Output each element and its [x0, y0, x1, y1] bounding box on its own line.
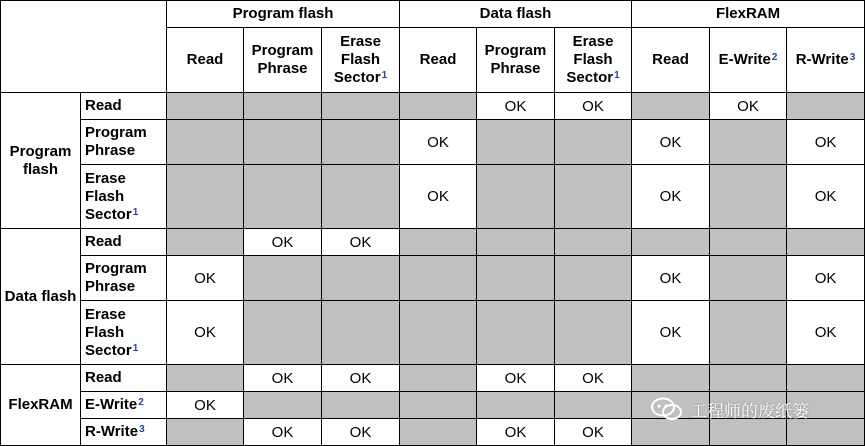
cell-disallowed [710, 165, 787, 229]
footnote-3: 3 [849, 52, 856, 63]
cell-disallowed [555, 301, 632, 365]
cell-ok: OK [710, 93, 787, 120]
col-header-pf-read: Read [167, 28, 244, 93]
col-header-fr-read: Read [632, 28, 710, 93]
cell-disallowed [555, 120, 632, 165]
cell-ok: OK [787, 256, 865, 301]
wechat-icon [650, 397, 684, 421]
cell-disallowed [710, 419, 787, 446]
cell-disallowed [400, 301, 477, 365]
cell-disallowed [555, 392, 632, 419]
cell-ok: OK [477, 419, 555, 446]
cell-disallowed [400, 93, 477, 120]
cell-ok: OK [632, 165, 710, 229]
cell-disallowed [477, 229, 555, 256]
row-group-flexram: FlexRAM [1, 365, 81, 446]
row-header-fr-rwrite-label: R-Write [85, 423, 139, 440]
cell-ok: OK [167, 256, 244, 301]
cell-disallowed [632, 365, 710, 392]
cell-disallowed [400, 256, 477, 301]
header-program-flash: Program flash [167, 1, 400, 28]
cell-ok: OK [400, 120, 477, 165]
row-header-fr-read: Read [81, 365, 167, 392]
col-header-df-erase [555, 28, 632, 93]
cell-disallowed [167, 93, 244, 120]
cell-disallowed [710, 229, 787, 256]
cell-ok: OK [244, 229, 322, 256]
footnote-1: 1 [132, 342, 139, 354]
cell-disallowed [322, 256, 400, 301]
footnote-2: 2 [771, 52, 778, 63]
cell-ok: OK [477, 93, 555, 120]
watermark [650, 396, 809, 422]
col-header-fr-ewrite-label: E-Write [718, 51, 771, 68]
cell-disallowed [477, 256, 555, 301]
cell-ok: OK [787, 301, 865, 365]
cell-ok: OK [167, 301, 244, 365]
cell-ok: OK [244, 365, 322, 392]
cell-disallowed [710, 120, 787, 165]
row-header-pf-erase [81, 165, 167, 229]
cell-disallowed [787, 365, 865, 392]
row-header-df-erase [81, 301, 167, 365]
row-header-fr-ewrite [81, 392, 167, 419]
cell-disallowed [244, 301, 322, 365]
footnote-3: 3 [139, 424, 145, 435]
header-flexram: FlexRAM [632, 1, 865, 28]
cell-ok: OK [555, 419, 632, 446]
cell-disallowed [322, 120, 400, 165]
col-header-df-erase-label: Erase Flash Sector [566, 33, 614, 86]
row-header-fr-ewrite-label: E-Write [85, 396, 138, 413]
cell-disallowed [322, 93, 400, 120]
cell-ok: OK [632, 301, 710, 365]
cell-disallowed [322, 301, 400, 365]
row-header-pf-erase-label: Erase Flash Sector [85, 169, 132, 223]
col-header-fr-rwrite [787, 28, 865, 93]
cell-ok: OK [322, 419, 400, 446]
cell-disallowed [787, 229, 865, 256]
cell-disallowed [244, 392, 322, 419]
cell-disallowed [477, 120, 555, 165]
cell-disallowed [167, 229, 244, 256]
footnote-1: 1 [614, 70, 620, 81]
cell-ok: OK [322, 229, 400, 256]
cell-disallowed [244, 93, 322, 120]
cell-disallowed [477, 301, 555, 365]
cell-ok: OK [632, 256, 710, 301]
cell-disallowed [710, 365, 787, 392]
cell-disallowed [167, 165, 244, 229]
cell-disallowed [632, 93, 710, 120]
cell-disallowed [244, 165, 322, 229]
cell-disallowed [555, 256, 632, 301]
col-header-df-program-label: Program Phrase [484, 42, 547, 77]
cell-ok: OK [555, 93, 632, 120]
row-header-df-read: Read [81, 229, 167, 256]
row-group-program-flash: Program flash [1, 93, 81, 229]
header-data-flash: Data flash [400, 1, 632, 28]
cell-ok: OK [555, 365, 632, 392]
col-header-pf-erase [322, 28, 400, 93]
cell-disallowed [710, 301, 787, 365]
cell-disallowed [555, 229, 632, 256]
row-header-fr-rwrite [81, 419, 167, 446]
cell-disallowed [167, 419, 244, 446]
cell-ok: OK [322, 365, 400, 392]
row-header-df-erase-label: Erase Flash Sector [85, 305, 132, 359]
cell-disallowed [632, 419, 710, 446]
row-header-df-program: Program Phrase [81, 256, 167, 301]
cell-disallowed [710, 256, 787, 301]
col-header-fr-ewrite [710, 28, 787, 93]
cell-ok: OK [167, 392, 244, 419]
col-header-pf-erase-label: Erase Flash Sector [333, 33, 381, 86]
cell-ok: OK [400, 165, 477, 229]
col-header-df-read: Read [400, 28, 477, 93]
footnote-1: 1 [132, 206, 139, 218]
watermark-text: 工程师的废纸篓 [690, 401, 809, 421]
cell-disallowed [322, 392, 400, 419]
col-header-pf-program [244, 28, 322, 93]
cell-disallowed [322, 165, 400, 229]
cell-disallowed [400, 229, 477, 256]
cell-ok: OK [787, 165, 865, 229]
cell-ok: OK [477, 365, 555, 392]
cell-disallowed [167, 120, 244, 165]
cell-disallowed [787, 93, 865, 120]
cell-disallowed [400, 365, 477, 392]
cell-disallowed [477, 392, 555, 419]
corner-cell [1, 1, 167, 93]
cell-disallowed [555, 165, 632, 229]
footnote-1: 1 [381, 70, 388, 81]
row-group-data-flash: Data flash [1, 229, 81, 365]
col-header-pf-program-label: Program Phrase [251, 42, 314, 77]
cell-disallowed [400, 392, 477, 419]
cell-disallowed [787, 419, 865, 446]
row-header-pf-program: Program Phrase [81, 120, 167, 165]
cell-disallowed [167, 365, 244, 392]
col-header-fr-rwrite-label: R-Write [795, 51, 849, 68]
row-header-pf-read: Read [81, 93, 167, 120]
cell-disallowed [632, 229, 710, 256]
cell-disallowed [244, 256, 322, 301]
cell-disallowed [400, 419, 477, 446]
cell-disallowed [244, 120, 322, 165]
col-header-df-program [477, 28, 555, 93]
cell-disallowed [477, 165, 555, 229]
cell-ok: OK [787, 120, 865, 165]
cell-ok: OK [632, 120, 710, 165]
cell-ok: OK [244, 419, 322, 446]
footnote-2: 2 [138, 397, 144, 408]
